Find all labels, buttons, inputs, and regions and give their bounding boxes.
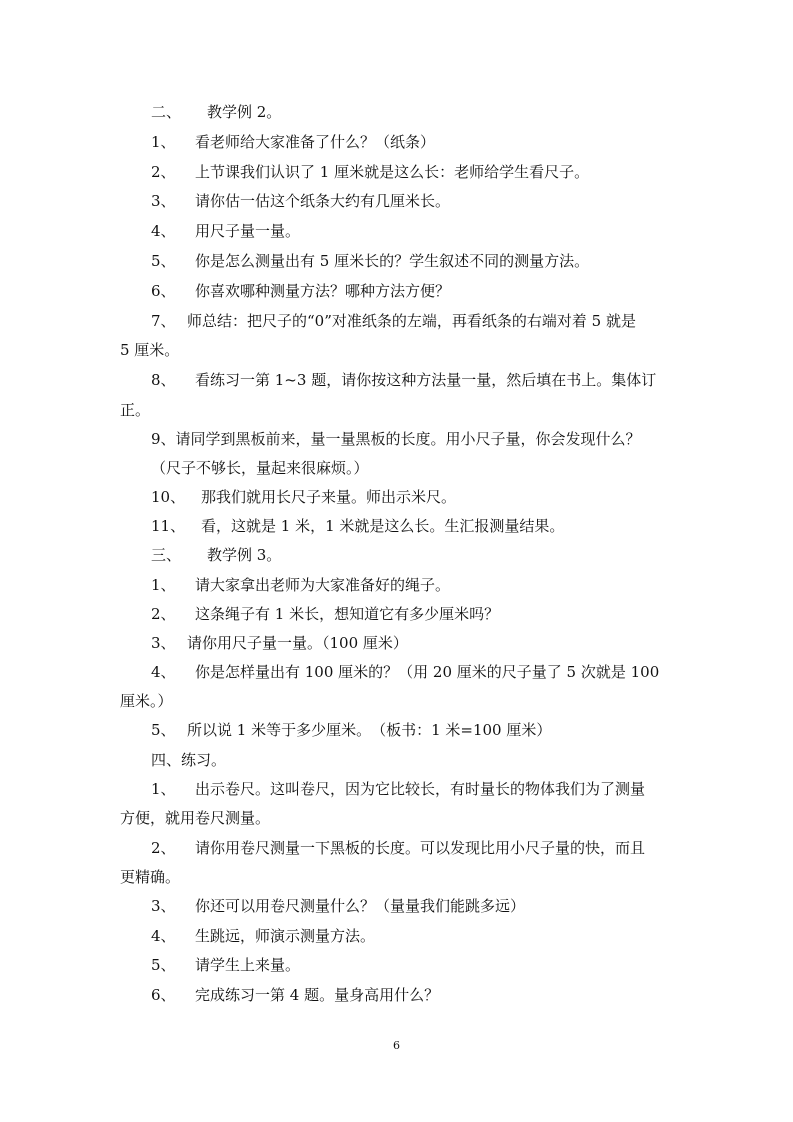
list-item	[151, 896, 711, 916]
item-text: 用尺子量一量。	[195, 222, 301, 240]
item-number: 2、	[151, 163, 176, 181]
item-number: 3、	[151, 897, 176, 915]
list-item	[151, 162, 711, 182]
item-text: 更精确。	[120, 868, 181, 886]
item-text: 师总结：把尺子的“0”对准纸条的左端，再看纸条的右端对着 5 就是	[187, 312, 636, 330]
item-text: 这条绳子有 1 米长，想知道它有多少厘米吗？	[195, 605, 500, 623]
continuation-line	[120, 340, 680, 360]
item-text: 正。	[120, 401, 151, 419]
item-number: 2、	[151, 839, 176, 857]
item-text: 看老师给大家准备了什么？（纸条）	[195, 133, 436, 151]
list-item	[151, 720, 711, 740]
item-number: 3、	[151, 192, 176, 210]
item-number: 11、	[151, 517, 186, 535]
list-item	[151, 926, 711, 946]
item-text: 请学生上来量。	[195, 956, 301, 974]
list-item	[151, 838, 711, 858]
list-item	[151, 311, 711, 331]
list-item	[151, 221, 711, 241]
list-item	[151, 985, 711, 1005]
item-text: 出示卷尺。这叫卷尺，因为它比较长，有时量长的物体我们为了测量	[195, 780, 646, 798]
item-text: 上节课我们认识了 1 厘米就是这么长：老师给学生看尺子。	[195, 163, 590, 181]
item-text: 你是怎么测量出有 5 厘米长的？学生叙述不同的测量方法。	[195, 252, 590, 270]
list-item	[151, 251, 711, 271]
item-text: 你喜欢哪种测量方法？哪种方法方便？	[195, 282, 451, 300]
item-number: 4、	[151, 222, 176, 240]
item-number: 三、	[151, 546, 182, 564]
item-number: 1、	[151, 133, 176, 151]
item-text: 完成练习一第 4 题。量身高用什么？	[195, 986, 440, 1004]
heading-practice	[151, 750, 711, 770]
list-item	[151, 132, 711, 152]
item-number: 1、	[151, 576, 176, 594]
continuation-line	[120, 400, 680, 420]
item-number: 10、	[151, 488, 186, 506]
heading-teaching-example-3	[151, 545, 711, 565]
item-text: 请你用尺子量一量。（100 厘米）	[187, 634, 408, 652]
item-text: 请大家拿出老师为大家准备好的绳子。	[195, 576, 451, 594]
list-item	[151, 604, 711, 624]
item-text: 生跳远，师演示测量方法。	[195, 927, 376, 945]
list-item	[151, 370, 711, 390]
item-text: 那我们就用长尺子来量。师出示米尺。	[201, 488, 457, 506]
list-item	[151, 516, 711, 536]
item-number: 4、	[151, 663, 176, 681]
item-number: 二、	[151, 103, 182, 121]
item-number: 5、	[151, 721, 176, 739]
page-number: 6	[393, 1039, 400, 1052]
item-text: 请你用卷尺测量一下黑板的长度。可以发现比用小尺子量的快，而且	[195, 839, 646, 857]
item-text: 9、请同学到黑板前来，量一量黑板的长度。用小尺子量，你会发现什么？	[151, 430, 641, 448]
item-text: 请你估一估这个纸条大约有几厘米长。	[195, 192, 451, 210]
item-text: 5 厘米。	[120, 341, 180, 359]
continuation-line	[120, 808, 680, 828]
item-text: 看练习一第 1~3 题，请你按这种方法量一量，然后填在书上。集体订	[195, 371, 657, 389]
list-item	[151, 779, 711, 799]
list-item	[151, 955, 711, 975]
item-text: 所以说 1 米等于多少厘米。 （板书：1 米=100 厘米）	[187, 721, 552, 739]
item-number: 4、	[151, 927, 176, 945]
item-text: （尺子不够长，量起来很麻烦。）	[151, 459, 369, 477]
list-item	[151, 281, 711, 301]
item-number: 3、	[151, 634, 176, 652]
item-number: 7、	[151, 312, 176, 330]
item-text: 教学例 3。	[207, 546, 282, 564]
list-item	[151, 662, 711, 682]
list-item	[151, 633, 711, 653]
list-item	[151, 487, 711, 507]
item-number: 6、	[151, 282, 176, 300]
item-text: 厘米。）	[120, 692, 173, 710]
continuation-line	[120, 867, 680, 887]
item-number: 2、	[151, 605, 176, 623]
item-number: 5、	[151, 252, 176, 270]
list-item	[151, 191, 711, 211]
item-text: 你是怎样量出有 100 厘米的？（用 20 厘米的尺子量了 5 次就是 100	[195, 663, 660, 681]
continuation-line	[120, 691, 680, 711]
item-text: 教学例 2。	[207, 103, 282, 121]
item-number: 6、	[151, 986, 176, 1004]
list-item	[151, 575, 711, 595]
item-text: 看，这就是 1 米，1 米就是这么长。生汇报测量结果。	[201, 517, 565, 535]
list-item	[151, 429, 711, 449]
heading-teaching-example-2	[151, 102, 711, 122]
item-text: 你还可以用卷尺测量什么？（量量我们能跳多远）	[195, 897, 526, 915]
continuation-line	[151, 458, 711, 478]
item-text: 四、练习。	[151, 751, 227, 769]
item-number: 5、	[151, 956, 176, 974]
item-number: 1、	[151, 780, 176, 798]
item-number: 8、	[151, 371, 176, 389]
item-text: 方便，就用卷尺测量。	[120, 809, 271, 827]
